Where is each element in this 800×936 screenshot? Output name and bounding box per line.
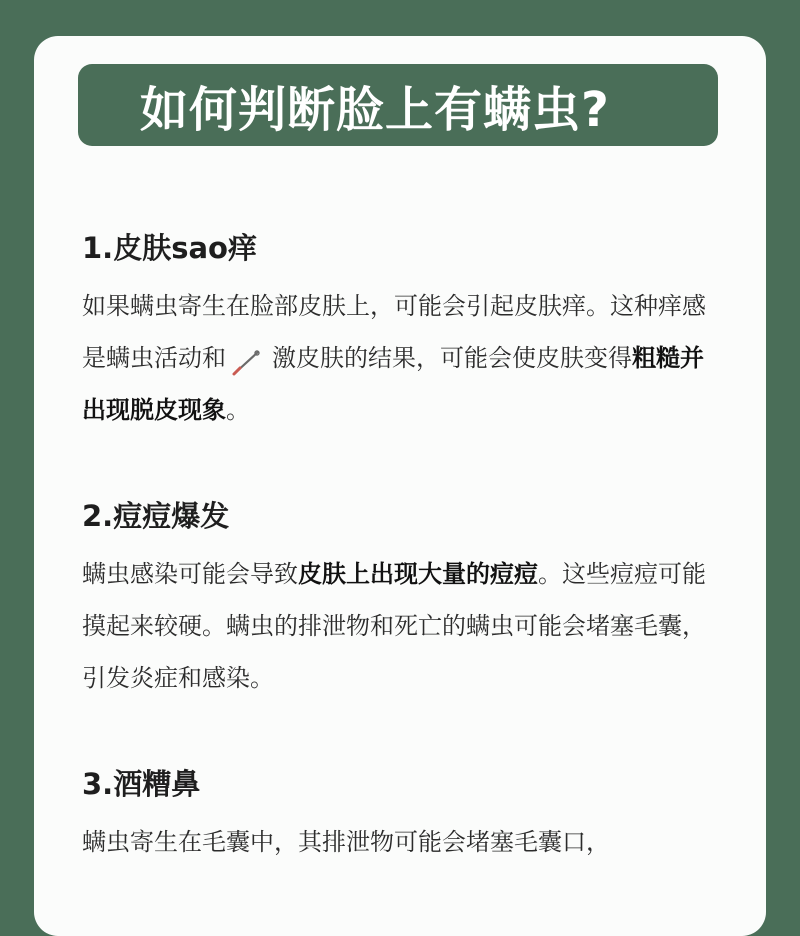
emphasis-text: 粗糙并出现脱皮现象 bbox=[82, 344, 704, 424]
section-itchy-skin bbox=[82, 228, 722, 436]
title-banner bbox=[78, 64, 718, 146]
content-card bbox=[34, 36, 766, 936]
section-heading: 1.皮肤sao痒 bbox=[82, 231, 257, 265]
needle-icon bbox=[228, 344, 264, 374]
section-heading: 2.痘痘爆发 bbox=[82, 499, 230, 533]
emphasis-text: 皮肤上出现大量的痘痘 bbox=[298, 560, 538, 588]
section-paragraph: 螨虫寄生在毛囊中，其排泄物可能会堵塞毛囊口， bbox=[82, 828, 610, 856]
page-title: 如何判断脸上有螨虫? bbox=[140, 81, 610, 138]
section-heading: 3.酒糟鼻 bbox=[82, 767, 201, 801]
section-rosacea bbox=[82, 764, 722, 868]
section-acne-breakout bbox=[82, 496, 722, 704]
section-paragraph: 螨虫感染可能会导致皮肤上出现大量的痘痘。这些痘痘可能摸起来较硬。螨虫的排泄物和死亡的螨虫可能会堵塞毛囊，引发炎症和感染。 bbox=[82, 560, 706, 692]
section-paragraph: 如果螨虫寄生在脸部皮肤上，可能会引起皮肤痒。这种痒感是螨虫活动和 激皮肤的结果，可能会使皮肤变得粗糙并出现脱皮现象。 bbox=[82, 292, 706, 424]
